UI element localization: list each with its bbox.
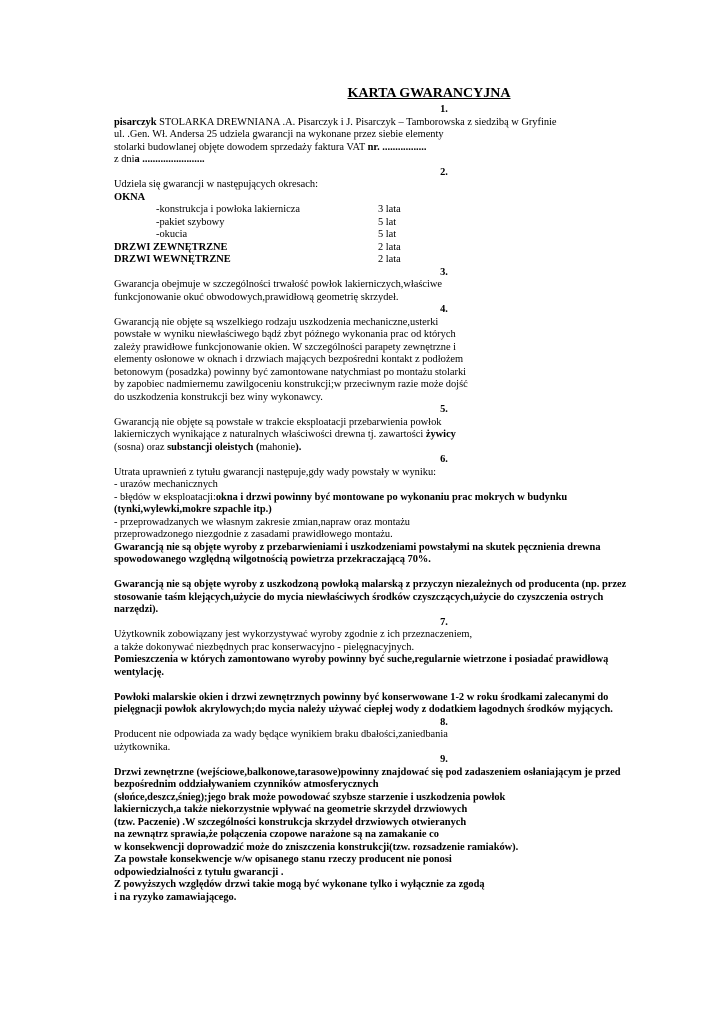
s6-bold-line-3: Gwarancją nie są objęte wyroby z uszkodzoną powłoką malarską z przyczyn niezależnych od producenta (np. przez	[114, 579, 627, 590]
s9-line-5: (tzw. Paczenie) .W szczególności konstrukcja skrzydeł drzwiowych otwieranych	[114, 816, 467, 828]
s9-line-1: Drzwi zewnętrzne (wejściowe,balkonowe,tarasowe)powinny znajdować się pod zadaszeniem osłaniającym je przed	[114, 766, 621, 778]
s1-line-2: ul. .Gen. Wł. Andersa 25 udziela gwarancji na wykonane przez siebie elementy	[114, 129, 444, 140]
s6-bold-line-5: narzędzi).	[114, 604, 159, 615]
section-number-3: 3.	[440, 266, 448, 278]
section-number-1: 1.	[440, 104, 448, 115]
section-number-4: 4.	[440, 304, 448, 315]
warranty-row-frame: -konstrukcja i powłoka lakiernicza 3 lata	[156, 204, 401, 215]
s5-line-2: lakierniczych wynikające z naturalnych właściwości drewna tj. zawartości żywicy	[114, 429, 456, 440]
section-number-9: 9.	[440, 754, 448, 765]
s9-line-10: Z powyższych względów drzwi takie mogą być wykonane tylko i wyłącznie za zgodą	[114, 879, 485, 890]
s6-line-1: Utrata uprawnień z tytułu gwarancji następuje,gdy wady powstały w wyniku:	[114, 466, 437, 478]
s5-line-3: (sosna) oraz substancji oleistych (mahonie).	[114, 441, 302, 453]
s9-line-2: bezpośrednim oddziaływaniem czynników atmosferycznych	[114, 779, 379, 790]
warranty-row-internal-doors: DRZWI WEWNĘTRZNE 2 lata	[114, 254, 401, 265]
s6-line-3: - błędów w eksploatacji:okna i drzwi powinny być montowane po wykonaniu prac mokrych w budynku	[114, 491, 568, 503]
section-number-6: 6.	[440, 454, 448, 465]
s7-line-2: a także dokonywać niezbędnych prac konserwacyjno - pielęgnacyjnych.	[114, 641, 415, 653]
s7-bold-line-1: Pomieszczenia w których zamontowano wyroby powinny być suche,regularnie wietrzone i posiadać prawidłową	[114, 654, 609, 665]
warranty-card-document	[114, 86, 674, 904]
s1-line-4: z dnia ........................	[114, 154, 205, 165]
s9-line-3: (słońce,deszcz,śnieg);jego brak może powodować szybsze starzenie i uszkodzenia powłok	[114, 791, 506, 803]
warranty-row-glass: -pakiet szybowy 5 lat	[156, 216, 397, 228]
s4-line-7: do uszkodzenia konstrukcji bez winy wykonawcy.	[114, 391, 323, 403]
warranty-row-external-doors: DRZWI ZEWNĘTRZNE 2 lata	[114, 241, 401, 253]
s9-line-11: i na ryzyko zamawiającego.	[114, 891, 237, 903]
s6-line-2: - urazów mechanicznych	[114, 479, 218, 490]
s2-intro: Udziela się gwarancji w następujących okresach:	[114, 179, 318, 190]
s7-bold-line-3: Powłoki malarskie okien i drzwi zewnętrznych powinny być konserwowane 1-2 w roku środkami zalecanymi do	[114, 691, 609, 703]
s9-line-4: lakierniczych,a także niekorzystnie wpływać na geometrie skrzydeł drzwiowych	[114, 804, 468, 815]
s9-line-9: odpowiedzialności z tytułu gwarancji .	[114, 866, 284, 878]
warranty-row-fittings: -okucia 5 lat	[156, 229, 397, 240]
s7-bold-line-4: pielęgnacji powłok akrylowych;do mycia należy używać ciepłej wody z dodatkiem łagodnych środków myjących.	[114, 704, 613, 715]
s7-bold-line-2: wentylację.	[114, 666, 164, 678]
s9-line-7: w konsekwencji doprowadzić może do zniszczenia konstrukcji(tzw. rozsadzenie ramiaków).	[114, 841, 519, 853]
section-number-2: 2.	[440, 166, 448, 178]
s5-line-1: Gwarancją nie objęte są powstałe w trakcie eksploatacji przebarwienia powłok	[114, 416, 442, 428]
spacer	[114, 679, 674, 692]
s4-line-6: by zapobiec nadmiernemu zawilgoceniu konstrukcji;w przeciwnym razie może dojść	[114, 379, 468, 390]
s4-line-1: Gwarancją nie objęte są wszelkiego rodzaju uszkodzenia mechaniczne,usterki	[114, 316, 439, 328]
s6-bold-line-2: spowodowanego względną wilgotnością powietrza przekraczającą 70%.	[114, 554, 431, 565]
s6-line-4: (tynki,wylewki,mokre szpachle itp.)	[114, 504, 272, 515]
s6-line-5: - przeprowadzanych we własnym zakresie zmian,napraw oraz montażu	[114, 516, 410, 528]
s7-line-1: Użytkownik zobowiązany jest wykorzystywać wyroby zgodnie z ich przeznaczeniem,	[114, 629, 473, 640]
s3-line-1: Gwarancja obejmuje w szczególności trwałość powłok lakierniczych,właściwe	[114, 279, 443, 290]
section-number-7: 7.	[440, 616, 448, 628]
document-title: KARTA GWARANCYJNA	[347, 86, 511, 101]
s4-line-2: powstałe w wyniku niewłaściwego bądź zbyt późnego wykonania prac od których	[114, 329, 456, 340]
s4-line-3: zależy prawidłowe funkcjonowanie okien. W szczególności parapety zewnętrzne i	[114, 341, 457, 353]
s4-line-4: elementy osłonowe w oknach i drzwiach mających bezpośredni kontakt z podłożem	[114, 354, 464, 365]
section-number-5: 5.	[440, 404, 448, 415]
spacer	[114, 567, 674, 580]
s8-line-1: Producent nie odpowiada za wady będące wynikiem braku dbałości,zaniedbania	[114, 729, 448, 740]
s6-bold-line-1: Gwarancją nie są objęte wyroby z przebarwieniami i uszkodzeniami powstałymi na skutek pęcznienia drewna	[114, 541, 601, 553]
s6-bold-line-4: stosowanie taśm klejących,użycie do mycia niewłaściwych środków czyszczących,użycie do czyszczenia ostrych	[114, 591, 604, 603]
s1-line-1: pisarczyk STOLARKA DREWNIANA .A. Pisarczyk i J. Pisarczyk – Tamborowska z siedzibą w Gryfinie	[114, 116, 557, 128]
s4-line-5: betonowym (posadzka) powinny być zamontowane natychmiast po montażu stolarki	[114, 366, 467, 378]
s8-line-2: użytkownika.	[114, 741, 171, 753]
section-number-8: 8.	[440, 716, 448, 728]
s6-line-6: przeprowadzonego niezgodnie z zasadami prawidłowego montażu.	[114, 529, 393, 540]
s3-line-2: funkcjonowanie okuć obwodowych,prawidłową geometrię skrzydeł.	[114, 291, 399, 303]
s2-okna-heading: OKNA	[114, 191, 146, 203]
s9-line-8: Za powstałe konsekwencje w/w opisanego stanu rzeczy producent nie ponosi	[114, 854, 452, 865]
s9-line-6: na zewnątrz sprawia,że połączenia czopowe narażone są na zamakanie co	[114, 829, 439, 840]
s1-line-3: stolarki budowlanej objęte dowodem sprzedaży faktura VAT nr. .................	[114, 141, 427, 153]
